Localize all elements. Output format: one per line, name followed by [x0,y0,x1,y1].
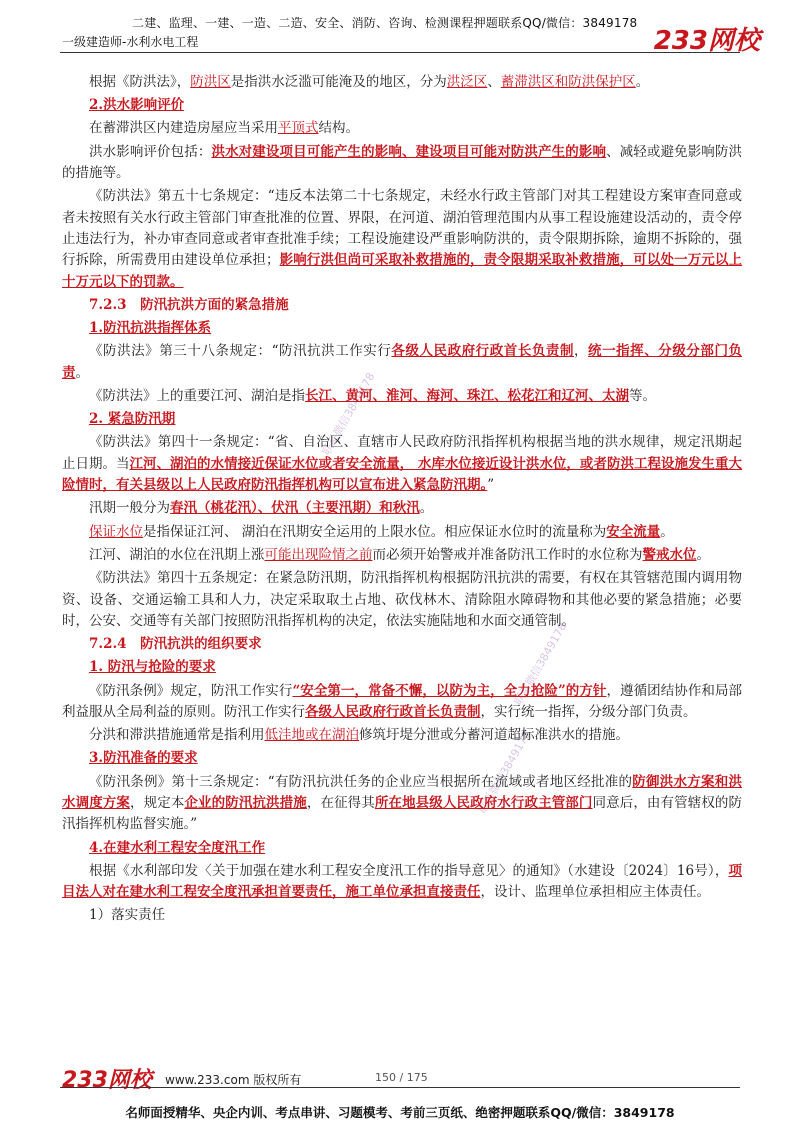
paragraph: 《防洪法》第四十一条规定：“省、自治区、直辖市人民政府防汛指挥机构根据当地的洪水规律，规定汛期起止日期。当江河、湖泊的水情接近保证水位或者安全流量， 水库水位接近设计洪水位，或者防洪工程设施发生重大险情时，有关县级以上人民政府防汛指挥机构可以宣布进入紧急防汛期。” [62,434,742,494]
paragraph: 根据《防洪法》，防洪区是指洪水泛滥可能淹及的地区，分为洪泛区、蓄滞洪区和防洪保护区。 [89,74,650,90]
section-heading: 1.防汛抗洪指挥体系 [89,320,212,337]
paragraph: 1）落实责任 [89,907,166,924]
paragraph: 《防洪法》第三十八条规定：“防汛抗洪工作实行各级人民政府行政首长负责制，统一指挥、分级分部门负责。 [62,343,743,381]
paragraph: 《防洪法》第五十七条规定：“违反本法第二十七条规定，未经水行政主管部门对其工程建设方案审查同意或者未按照有关水行政主管部门审查批准的位置、界限，在河道、湖泊管理范围内从事工程设施建设活动的，责令停止违法行为，补办审查同意或者审查批准手续；工程设施建设严重影响防洪的，责令限期拆除，逾期不拆除的，强行拆除，所需费用由建设单位承担；影响行洪但尚可采取补救措施的，责令限期采取补救措施，可以处一万元以上十万元以下的罚款。 [62,188,742,290]
section-heading: 7.2.3 防汛抗洪方面的紧急措施 [89,297,289,314]
footer-site[interactable]: www.233.com 版权所有 [165,1073,302,1087]
watermark: 联系微信3849178 [319,370,378,458]
section-heading: 3.防汛准备的要求 [89,750,198,767]
section-heading: 2. 紧急防汛期 [89,411,176,428]
footer-logo: 233网校 [62,1068,152,1093]
header-contact-line: 二建、监理、一建、一造、二造、安全、消防、咨询、检测课程押题联系QQ/微信：3849178 [132,16,638,30]
paragraph: 分洪和滞洪措施通常是指利用低洼地或在湖泊修筑圩堤分泄或分蓄河道超标准洪水的措施。 [89,727,629,744]
watermark: 联系微信3849178 [511,620,570,708]
paragraph: 汛期一般分为春汛（桃花汛）、伏汛（主要汛期）和秋汛。 [89,500,434,517]
header-subtitle: 一级建造师-水利水电工程 [62,35,199,49]
header-divider [60,52,740,53]
paragraph: 洪水影响评价包括：洪水对建设项目可能产生的影响、建设项目可能对防洪产生的影响、减轻或避免影响防洪的措施等。 [62,143,743,182]
section-heading: 4.在建水利工程安全度汛工作 [89,839,266,856]
page-number: 150 / 175 [375,1071,428,1084]
paragraph: 《防汛条例》第十三条规定：“有防汛抗洪任务的企业应当根据所在流域或者地区经批准的防御洪水方案和洪水调度方案，规定本企业的防汛抗洪措施，在征得其所在地县级人民政府水行政主管部门同意后，由有管辖权的防汛指挥机构监督实施。” [62,773,743,833]
document-body [62,72,742,929]
watermark: 联系微信3849178 [475,728,534,816]
section-heading: 7.2.4 防汛抗洪的组织要求 [89,636,262,653]
section-heading: 1. 防汛与抢险的要求 [89,659,216,676]
paragraph: 根据《水利部印发〈关于加强在建水利工程安全度汛工作的指导意见〉的通知》（水建设〔2024〕16号），项目法人对在建水利工程安全度汛承担首要责任，施工单位承担直接责任，设计、监理单位承担相应主体责任。 [62,862,742,901]
paragraph: 《防洪法》第四十五条规定：在紧急防汛期，防汛指挥机构根据防汛抗洪的需要，有权在其管辖范围内调用物资、设备、交通运输工具和人力，决定采取取土占地、砍伐林木、清除阻水障碍物和其他必要的紧急措施；必要时，公安、交通等有关部门按照防汛指挥机构的决定，依法实施陆地和水面交通管制。 [62,570,742,629]
paragraph: 江河、湖泊的水位在汛期上涨可能出现险情之前而必须开始警戒并准备防汛工作时的水位称为警戒水位。 [89,546,710,563]
footer-divider [60,1087,740,1088]
footer-contact-line: 名师面授精华、央企内训、考点串讲、习题模考、考前三页纸、绝密押题联系QQ/微信：3849178 [125,1105,675,1120]
paragraph: 《防洪法》上的重要江河、湖泊是指长江、黄河、淮河、海河、珠江、松花江和辽河、太湖等。 [89,388,656,405]
section-heading: 2.洪水影响评价 [89,97,185,114]
paragraph: 在蓄滞洪区内建造房屋应当采用平顶式结构。 [89,120,359,137]
paragraph: 《防汛条例》规定，防汛工作实行“安全第一，常备不懈，以防为主，全力抢险”的方针，遵循团结协作和局部利益服从全局利益的原则。防汛工作实行各级人民政府行政首长负责制，实行统一指挥，分级分部门负责。 [62,682,743,720]
brand-logo: 233网校 [653,26,760,56]
paragraph: 保证水位是指保证江河、 湖泊在汛期安全运用的上限水位。相应保证水位时的流量称为安全流量。 [89,523,674,540]
